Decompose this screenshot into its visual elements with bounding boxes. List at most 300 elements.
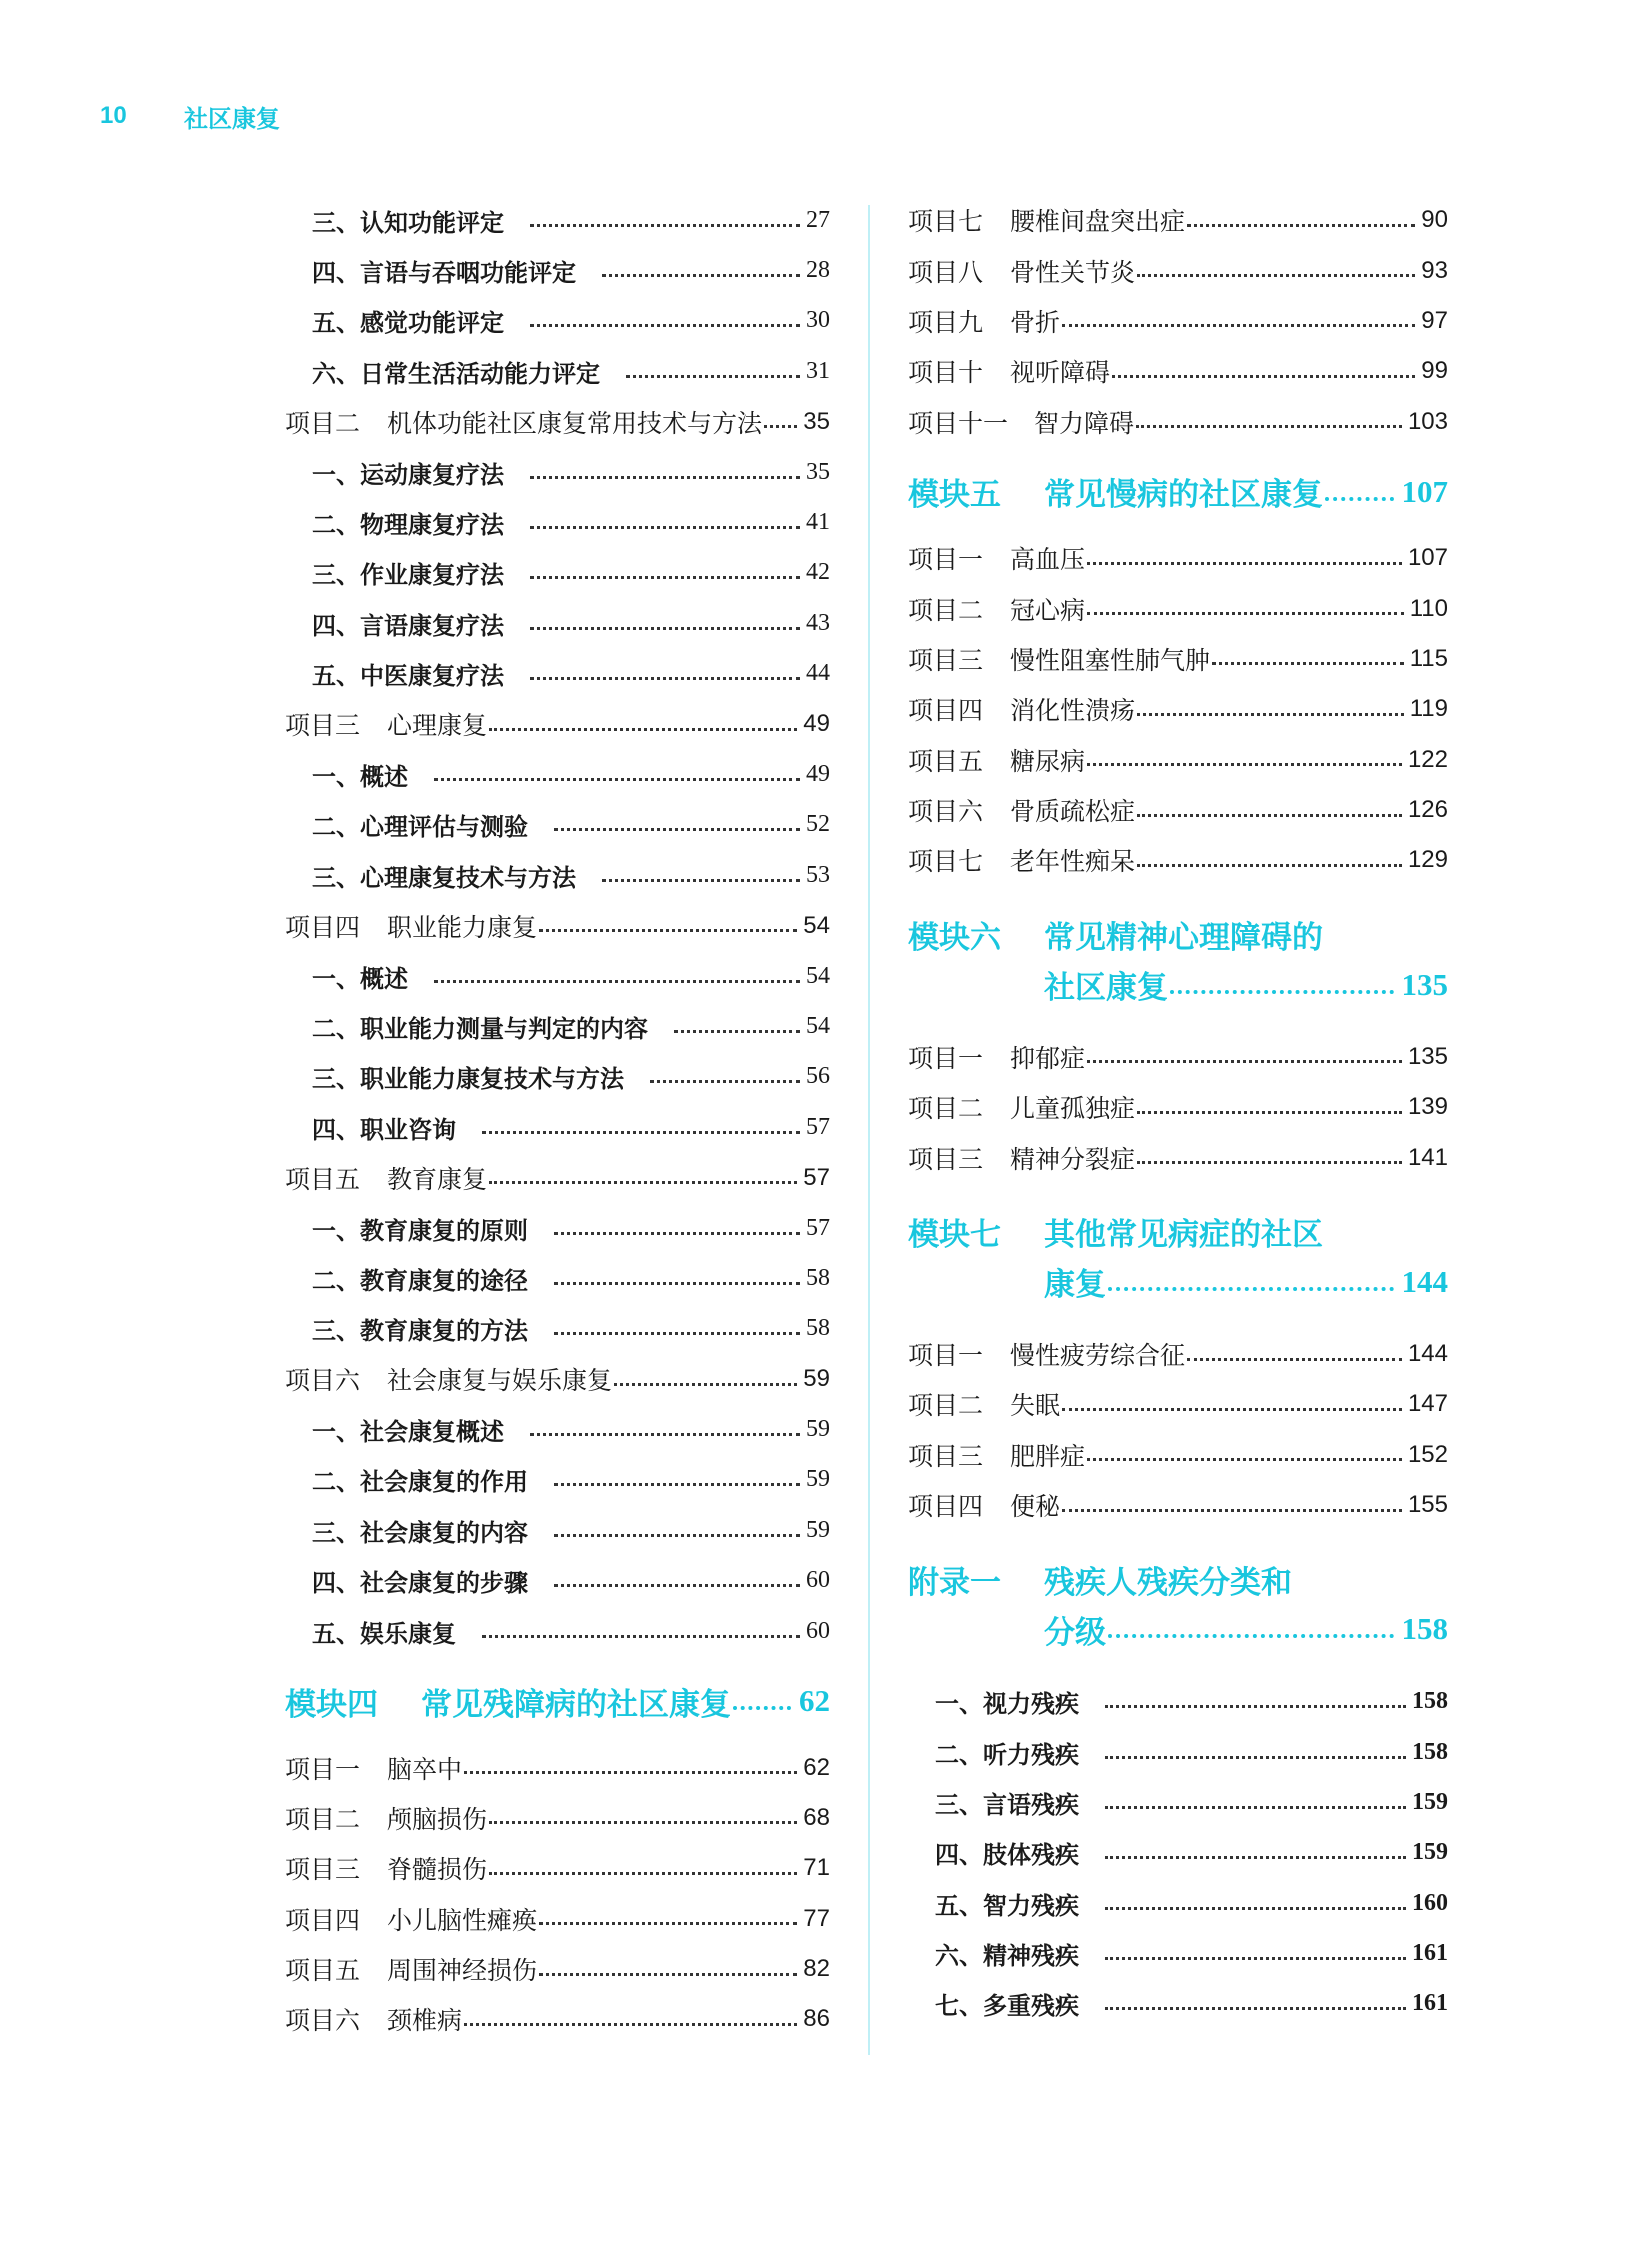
module-heading-line [908, 1207, 1448, 1257]
entry-title: 消化性溃疡 [1010, 696, 1136, 726]
dot-leader [1105, 1957, 1406, 1960]
toc-subsection-entry[interactable] [285, 1253, 830, 1303]
toc-item-entry[interactable] [285, 699, 830, 749]
entry-label [312, 656, 524, 691]
entry-page-number: 158 [1412, 1738, 1448, 1765]
entry-title: 教育康复 [387, 1164, 488, 1194]
toc-item-entry[interactable] [908, 1480, 1448, 1530]
entry-title: 四、言语康复疗法 [312, 610, 504, 640]
entry-page-number: 155 [1407, 1491, 1448, 1519]
entry-title: 三、作业康复疗法 [312, 560, 504, 590]
entry-page-number: 52 [806, 811, 830, 838]
module-prefix: 模块六 [908, 920, 1001, 957]
item-prefix: 项目五 [285, 1956, 361, 1986]
entry-page-number: 57 [806, 1113, 830, 1140]
entry-title: 骨折 [1010, 307, 1061, 337]
entry-title: 三、认知功能评定 [312, 207, 504, 237]
toc-subsection-entry[interactable] [285, 1203, 830, 1253]
toc-subsection-entry[interactable] [285, 497, 830, 547]
item-prefix: 项目三 [285, 1855, 361, 1885]
entry-title: 三、教育康复的方法 [312, 1316, 528, 1346]
toc-appendix-entry[interactable] [908, 1676, 1448, 1726]
module-title-line1: 其他常见病症的社区 [1044, 1217, 1323, 1254]
toc-subsection-entry[interactable] [285, 447, 830, 497]
entry-title: 抑郁症 [1010, 1043, 1086, 1073]
entry-label [312, 1614, 476, 1649]
dot-leader [1087, 562, 1402, 565]
dot-leader [482, 1131, 800, 1134]
dot-leader [1137, 274, 1415, 277]
dot-leader [554, 1483, 800, 1486]
entry-title: 一、教育康复的原则 [312, 1215, 528, 1245]
module-page-number: 158 [1401, 1611, 1448, 1647]
entry-title: 二、物理康复疗法 [312, 510, 504, 540]
entry-page-number: 160 [1412, 1889, 1448, 1916]
entry-title: 二、心理评估与测验 [312, 812, 528, 842]
entry-label [908, 792, 1135, 828]
dot-leader [1105, 1907, 1406, 1910]
entry-label [312, 505, 524, 540]
entry-title: 五、娱乐康复 [312, 1618, 456, 1648]
item-prefix: 项目四 [285, 912, 361, 942]
dot-leader [464, 2023, 797, 2026]
entry-page-number: 152 [1407, 1440, 1448, 1468]
toc-appendix-entry[interactable] [908, 1878, 1448, 1928]
entry-title: 脊髓损伤 [387, 1855, 488, 1885]
entry-label [935, 1785, 1099, 1820]
entry-page-number: 115 [1409, 644, 1448, 672]
entry-label [285, 1850, 487, 1886]
dot-leader [1137, 864, 1402, 867]
toc-subsection-entry[interactable] [285, 1304, 830, 1354]
toc-item-entry[interactable] [908, 195, 1448, 245]
running-head [100, 98, 280, 134]
toc-item-entry[interactable] [908, 397, 1448, 447]
entry-page-number: 77 [803, 1904, 830, 1932]
entry-title: 一、概述 [312, 963, 408, 993]
toc-item-entry[interactable] [908, 1132, 1448, 1182]
entry-page-number: 41 [806, 509, 830, 536]
entry-title: 骨质疏松症 [1010, 797, 1136, 827]
toc-item-entry[interactable] [908, 583, 1448, 633]
toc-subsection-entry[interactable] [285, 598, 830, 648]
entry-title: 智力障碍 [1034, 408, 1135, 438]
toc-subsection-entry[interactable] [285, 649, 830, 699]
dot-leader [733, 1706, 791, 1710]
entry-title: 儿童孤独症 [1010, 1094, 1136, 1124]
dot-leader [650, 1080, 800, 1083]
toc-item-entry[interactable] [908, 1082, 1448, 1132]
entry-page-number: 54 [806, 962, 830, 989]
dot-leader [482, 1635, 800, 1638]
toc-appendix-entry[interactable] [908, 1979, 1448, 2029]
toc-subsection-entry[interactable] [285, 951, 830, 1001]
toc-subsection-entry[interactable] [285, 850, 830, 900]
entry-page-number: 161 [1412, 1940, 1448, 1967]
item-prefix: 项目十 [908, 358, 984, 388]
entry-page-number: 82 [803, 1955, 830, 1983]
item-prefix: 项目三 [908, 1144, 984, 1174]
dot-leader [489, 1181, 797, 1184]
toc-item-entry[interactable] [908, 245, 1448, 295]
item-prefix: 项目三 [908, 645, 984, 675]
dot-leader [1087, 763, 1402, 766]
toc-item-entry[interactable] [908, 346, 1448, 396]
dot-leader [1108, 1287, 1394, 1291]
dot-leader [1212, 662, 1404, 665]
module-heading-line [908, 1257, 1448, 1307]
toc-appendix-entry[interactable] [908, 1928, 1448, 1978]
entry-page-number: 57 [806, 1214, 830, 1241]
entry-page-number: 147 [1407, 1390, 1448, 1418]
entry-label [312, 1059, 644, 1094]
entry-page-number: 159 [1412, 1839, 1448, 1866]
item-prefix: 项目六 [285, 1366, 361, 1396]
module-heading-line [285, 1676, 830, 1726]
entry-label [285, 706, 487, 742]
toc-module-entry[interactable] [285, 1676, 830, 1726]
entry-title: 脑卒中 [387, 1754, 463, 1784]
entry-title: 一、社会康复概述 [312, 1417, 504, 1447]
entry-title: 视听障碍 [1010, 358, 1111, 388]
dot-leader [1108, 1634, 1394, 1638]
entry-label [312, 354, 620, 389]
toc-item-entry[interactable] [285, 1843, 830, 1893]
item-prefix: 项目五 [285, 1164, 361, 1194]
entry-label [312, 1110, 476, 1145]
dot-leader [764, 425, 797, 428]
toc-item-entry[interactable] [285, 1994, 830, 2044]
toc-item-entry[interactable] [285, 900, 830, 950]
entry-title: 一、视力残疾 [935, 1689, 1079, 1719]
entry-page-number: 161 [1412, 1990, 1448, 2017]
entry-title: 心理康复 [387, 711, 488, 741]
entry-label [908, 742, 1085, 778]
module-prefix: 附录一 [908, 1564, 1001, 1601]
toc-subsection-entry[interactable] [285, 1001, 830, 1051]
item-prefix: 项目三 [908, 1441, 984, 1471]
entry-label [312, 757, 428, 792]
toc-subsection-entry[interactable] [285, 346, 830, 396]
book-title: 社区康复 [184, 104, 280, 133]
dot-leader [1137, 1111, 1402, 1114]
entry-label [908, 842, 1135, 878]
entry-page-number: 49 [806, 760, 830, 787]
entry-page-number: 31 [806, 357, 830, 384]
entry-label [908, 691, 1135, 727]
toc-subsection-entry[interactable] [285, 1404, 830, 1454]
item-prefix: 项目四 [908, 696, 984, 726]
entry-page-number: 53 [806, 861, 830, 888]
entry-page-number: 30 [806, 307, 830, 334]
entry-title: 便秘 [1010, 1492, 1061, 1522]
toc-item-entry[interactable] [908, 296, 1448, 346]
entry-title: 失眠 [1010, 1391, 1061, 1421]
dot-leader [1137, 1161, 1402, 1164]
toc-item-entry[interactable] [908, 634, 1448, 684]
toc-subsection-entry[interactable] [285, 1505, 830, 1555]
entry-title: 精神分裂症 [1010, 1144, 1136, 1174]
dot-leader [674, 1030, 800, 1033]
entry-label [908, 1140, 1135, 1176]
dot-leader [1170, 990, 1394, 994]
entry-label [908, 1039, 1085, 1075]
entry-label [312, 203, 524, 238]
entry-title: 老年性痴呆 [1010, 847, 1136, 877]
toc-appendix-entry[interactable] [908, 1727, 1448, 1777]
toc-subsection-entry[interactable] [285, 1455, 830, 1505]
toc-item-entry[interactable] [285, 1354, 830, 1404]
item-prefix: 项目五 [908, 746, 984, 776]
entry-label [935, 1886, 1099, 1921]
dot-leader [614, 1383, 797, 1386]
column-divider [868, 205, 870, 2055]
entry-label [935, 1835, 1099, 1870]
toc-subsection-entry[interactable] [285, 1102, 830, 1152]
item-prefix: 项目一 [908, 1341, 984, 1371]
dot-leader [434, 778, 800, 781]
toc-item-entry[interactable] [908, 835, 1448, 885]
entry-label [312, 807, 548, 842]
toc-subsection-entry[interactable] [285, 245, 830, 295]
entry-label [312, 1211, 548, 1246]
entry-label [285, 1800, 487, 1836]
toc-item-entry[interactable] [285, 1894, 830, 1944]
toc-appendix-entry[interactable] [908, 1828, 1448, 1878]
dot-leader [554, 1232, 800, 1235]
toc-item-entry[interactable] [908, 735, 1448, 785]
module-title-line1: 残疾人残疾分类和 [1044, 1564, 1292, 1601]
entry-label [285, 1361, 612, 1397]
entry-title: 颅脑损伤 [387, 1804, 488, 1834]
toc-subsection-entry[interactable] [285, 1606, 830, 1656]
toc-item-entry[interactable] [908, 1430, 1448, 1480]
entry-page-number: 144 [1407, 1340, 1448, 1368]
entry-label [312, 1462, 548, 1497]
module-heading-line [908, 1554, 1448, 1604]
module-title-line2: 社区康复 [1044, 970, 1168, 1007]
dot-leader [1105, 1756, 1406, 1759]
item-prefix: 项目九 [908, 307, 984, 337]
entry-page-number: 59 [806, 1416, 830, 1443]
entry-label [312, 1412, 524, 1447]
item-prefix: 项目七 [908, 847, 984, 877]
entry-title: 职业能力康复 [387, 912, 538, 942]
entry-page-number: 110 [1409, 594, 1448, 622]
dot-leader [1112, 375, 1415, 378]
dot-leader [602, 879, 800, 882]
page-number: 10 [100, 102, 127, 129]
entry-label [908, 202, 1185, 238]
dot-leader [539, 929, 797, 932]
module-prefix: 模块四 [285, 1686, 378, 1723]
entry-title: 颈椎病 [387, 2006, 463, 2036]
toc-item-entry[interactable] [285, 1944, 830, 1994]
item-prefix: 项目六 [908, 797, 984, 827]
entry-page-number: 93 [1421, 256, 1448, 284]
entry-page-number: 59 [806, 1466, 830, 1493]
entry-title: 二、社会康复的作用 [312, 1467, 528, 1497]
dot-leader [1062, 324, 1415, 327]
entry-title: 一、概述 [312, 761, 408, 791]
toc-item-entry[interactable] [285, 1793, 830, 1843]
module-title: 常见慢病的社区康复 [1044, 477, 1323, 514]
dot-leader [489, 728, 797, 731]
module-heading-line [908, 467, 1448, 517]
entry-label [908, 641, 1210, 677]
entry-title: 骨性关节炎 [1010, 257, 1136, 287]
toc-module-entry[interactable] [908, 1554, 1448, 1654]
entry-page-number: 54 [806, 1012, 830, 1039]
entry-label [312, 555, 524, 590]
entry-page-number: 54 [803, 911, 830, 939]
entry-label [908, 1487, 1060, 1523]
toc-item-entry[interactable] [285, 1742, 830, 1792]
entry-title: 腰椎间盘突出症 [1010, 207, 1186, 237]
item-prefix: 项目二 [908, 1391, 984, 1421]
toc-item-entry[interactable] [908, 1329, 1448, 1379]
entry-label [908, 591, 1085, 627]
dot-leader [434, 980, 800, 983]
entry-page-number: 43 [806, 609, 830, 636]
entry-title: 三、社会康复的内容 [312, 1517, 528, 1547]
entry-title: 慢性疲劳综合征 [1010, 1341, 1186, 1371]
item-prefix: 项目一 [285, 1754, 361, 1784]
toc-item-entry[interactable] [908, 533, 1448, 583]
module-title-line2: 康复 [1044, 1267, 1106, 1304]
module-title: 常见残障病的社区康复 [421, 1686, 731, 1723]
dot-leader [554, 1282, 800, 1285]
entry-title: 机体功能社区康复常用技术与方法 [387, 408, 763, 438]
entry-label [908, 1336, 1185, 1372]
toc-item-entry[interactable] [908, 1379, 1448, 1429]
entry-page-number: 58 [806, 1264, 830, 1291]
entry-page-number: 86 [803, 2005, 830, 2033]
entry-title: 四、社会康复的步骤 [312, 1568, 528, 1598]
entry-label [908, 303, 1060, 339]
entry-title: 三、心理康复技术与方法 [312, 862, 576, 892]
entry-label [935, 1936, 1099, 1971]
dot-leader [554, 828, 800, 831]
module-page-number: 144 [1401, 1263, 1448, 1299]
entry-label [908, 1437, 1085, 1473]
dot-leader [554, 1332, 800, 1335]
entry-label [285, 2001, 462, 2037]
module-page-number: 107 [1401, 473, 1448, 509]
dot-leader [1087, 612, 1404, 615]
item-prefix: 项目六 [285, 2006, 361, 2036]
dot-leader [1137, 713, 1404, 716]
entry-label [312, 1311, 548, 1346]
dot-leader [1105, 1806, 1406, 1809]
entry-title: 慢性阻塞性肺气肿 [1010, 645, 1211, 675]
toc-item-entry[interactable] [285, 1152, 830, 1202]
dot-leader [530, 224, 800, 227]
entry-page-number: 129 [1407, 846, 1448, 874]
toc-item-entry[interactable] [908, 785, 1448, 835]
module-page-number: 135 [1401, 966, 1448, 1002]
dot-leader [1136, 425, 1402, 428]
entry-label [285, 1951, 537, 1987]
entry-title: 糖尿病 [1010, 746, 1086, 776]
item-prefix: 项目八 [908, 257, 984, 287]
entry-label [312, 858, 596, 893]
toc-module-entry[interactable] [908, 910, 1448, 1010]
entry-label [935, 1684, 1099, 1719]
toc-module-entry[interactable] [908, 1207, 1448, 1307]
entry-page-number: 49 [803, 710, 830, 738]
dot-leader [530, 677, 800, 680]
toc-subsection-entry[interactable] [285, 195, 830, 245]
entry-title: 六、精神残疾 [935, 1941, 1079, 1971]
item-prefix: 项目四 [285, 1905, 361, 1935]
entry-page-number: 97 [1421, 306, 1448, 334]
entry-label [285, 404, 762, 440]
entry-title: 六、日常生活活动能力评定 [312, 358, 600, 388]
entry-page-number: 141 [1407, 1143, 1448, 1171]
dot-leader [539, 1973, 797, 1976]
toc-subsection-entry[interactable] [285, 548, 830, 598]
dot-leader [539, 1922, 797, 1925]
entry-page-number: 107 [1407, 544, 1448, 572]
entry-title: 三、言语残疾 [935, 1789, 1079, 1819]
dot-leader [1105, 1856, 1406, 1859]
entry-label [908, 1089, 1135, 1125]
toc-module-entry[interactable] [908, 467, 1448, 517]
entry-title: 五、中医康复疗法 [312, 661, 504, 691]
toc-right-column [908, 195, 1448, 2029]
dot-leader [1087, 1458, 1402, 1461]
entry-page-number: 68 [803, 1803, 830, 1831]
entry-page-number: 56 [806, 1063, 830, 1090]
toc-appendix-entry[interactable] [908, 1777, 1448, 1827]
entry-label [312, 253, 596, 288]
module-heading-line [908, 1604, 1448, 1654]
entry-page-number: 42 [806, 559, 830, 586]
item-prefix: 项目七 [908, 207, 984, 237]
module-heading-line [908, 910, 1448, 960]
toc-subsection-entry[interactable] [285, 800, 830, 850]
entry-page-number: 139 [1407, 1093, 1448, 1121]
toc-subsection-entry[interactable] [285, 1052, 830, 1102]
toc-subsection-entry[interactable] [285, 296, 830, 346]
entry-page-number: 135 [1407, 1042, 1448, 1070]
entry-label [312, 303, 524, 338]
dot-leader [489, 1821, 797, 1824]
toc-left-column [285, 195, 830, 2045]
dot-leader [530, 476, 800, 479]
module-prefix: 模块五 [908, 477, 1001, 514]
entry-label [935, 1735, 1099, 1770]
entry-title: 小儿脑性瘫痪 [387, 1905, 538, 1935]
dot-leader [1187, 224, 1415, 227]
toc-item-entry[interactable] [908, 684, 1448, 734]
entry-label [285, 1750, 462, 1786]
entry-page-number: 62 [803, 1753, 830, 1781]
entry-page-number: 35 [803, 407, 830, 435]
entry-page-number: 99 [1421, 357, 1448, 385]
item-prefix: 项目一 [908, 1043, 984, 1073]
toc-item-entry[interactable] [908, 1032, 1448, 1082]
dot-leader [1087, 1060, 1402, 1063]
toc-subsection-entry[interactable] [285, 749, 830, 799]
entry-page-number: 58 [806, 1315, 830, 1342]
dot-leader [530, 526, 800, 529]
dot-leader [554, 1584, 800, 1587]
toc-item-entry[interactable] [285, 397, 830, 447]
toc-subsection-entry[interactable] [285, 1556, 830, 1606]
dot-leader [1105, 2007, 1406, 2010]
